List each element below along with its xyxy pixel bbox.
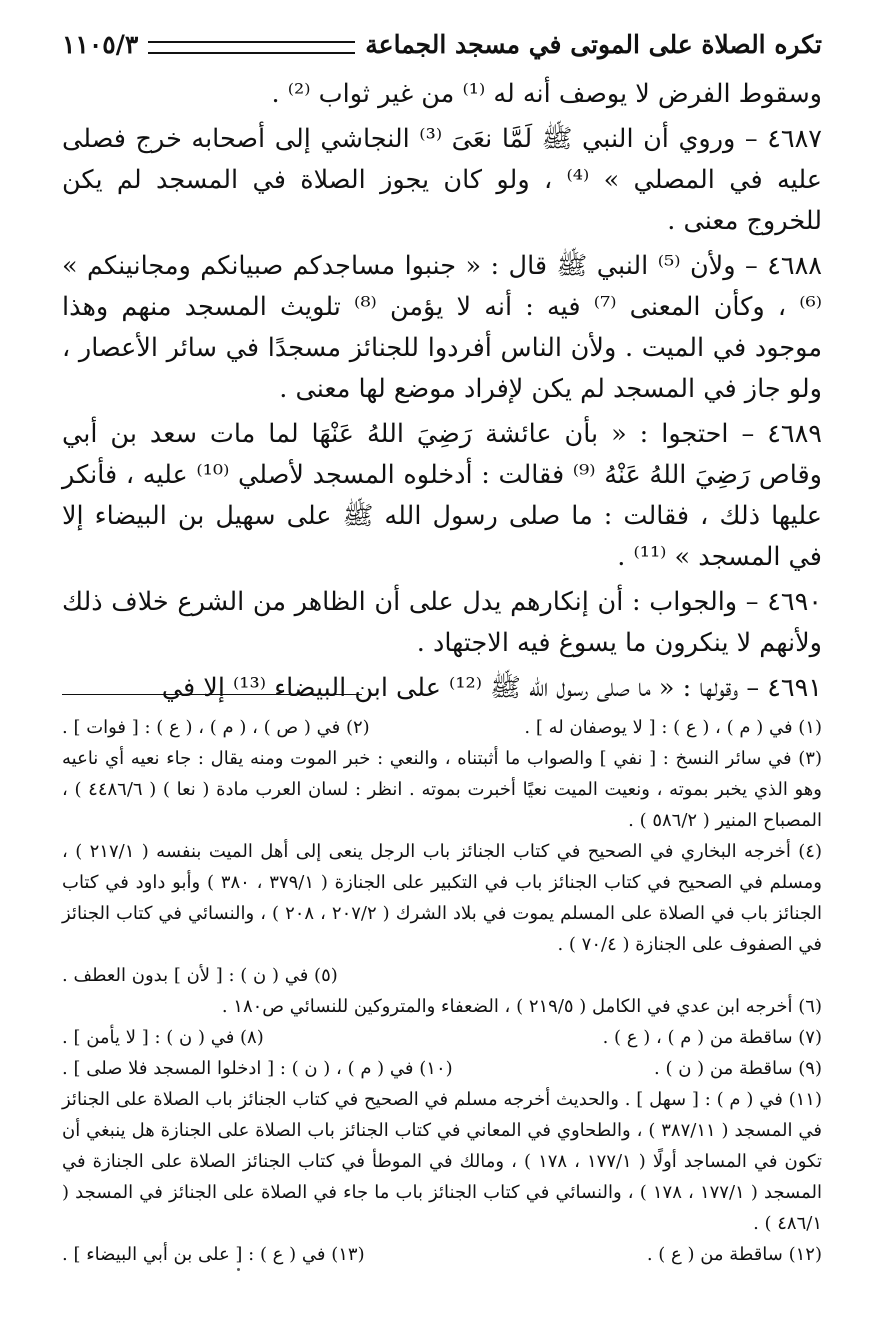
footnote-1: (١) في ( م ) ، ( ع ) : [ لا يوصفان له ] . <box>524 717 822 738</box>
footnote-2: (٢) في ( ص ) ، ( م ) ، ( ع ) : [ فوات ] . <box>62 717 370 738</box>
running-header <box>62 22 822 66</box>
footnote-row-9-10 <box>62 1053 822 1084</box>
header-double-rule <box>148 41 355 54</box>
paragraph-4688: ٤٦٨٨ – ولأن ⁽⁵⁾ النبي ﷺ قال : « جنبوا مساجدكم صبيانكم ومجانينكم » ⁽⁶⁾ ، وكأن المعنى ⁽⁷⁾ فيه : أنه لا يؤمن ⁽⁸⁾ تلويث المسجد منهم وهذا موجود في الميت . ولأن الناس أفردوا للجنائز مسجدًا في سائر الأعصار ، ولو جاز في المسجد لم يكن لإفراد موضع لها معنى . <box>62 251 822 404</box>
footnote-separator <box>62 694 362 695</box>
page-number: ١١٠٥/٣ <box>62 29 139 59</box>
paragraph-intro: وسقوط الفرض لا يوصف أنه له ⁽¹⁾ من غير ثواب ⁽²⁾ . <box>271 79 822 109</box>
footnote-13: (١٣) في ( ع ) : [ على بن أبي البيضاء ] . <box>62 1244 365 1265</box>
footnote-7: (٧) ساقطة من ( م ) ، ( ع ) . <box>602 1027 822 1048</box>
footnote-row-1-2 <box>62 712 822 743</box>
footnote-11: (١١) في ( م ) : [ سهل ] . والحديث أخرجه مسلم في الصحيح في كتاب الجنائز باب الصلاة على الجنائز في المسجد ( ٣٨٧/١١ ) ، والطحاوي في المعاني في كتاب الجنائز باب الصلاة على الجنازة هل ينبغي أن تكون في المساجد أولًا ( ١٧٧/١ ، ١٧٨ ) ، ومالك في الموطأ في كتاب الجنائز الصلاة على الجنازة في المسجد ( ١٧٧/١ ، ١٧٨ ) ، والنسائي في كتاب الجنائز باب ما جاء في الصلاة على الجنائز في المسجد ( ٤٨٦/١ ) . <box>62 1089 822 1234</box>
footnote-10: (١٠) في ( م ) ، ( ن ) : [ ادخلوا المسجد فلا صلى ] . <box>62 1058 453 1079</box>
footnote-12: (١٢) ساقطة من ( ع ) . <box>646 1244 822 1265</box>
main-text <box>62 74 822 709</box>
paragraph-4690: ٤٦٩٠ – والجواب : أن إنكارهم يدل على أن الظاهر من الشرع خلاف ذلك ولأنهم لا ينكرون ما يسوغ فيه الاجتهاد . <box>62 587 822 658</box>
header-title: تكره الصلاة على الموتى في مسجد الجماعة <box>365 29 822 59</box>
scan-speck <box>237 1268 240 1271</box>
paragraph-4691: ٤٦٩١ – وقولها : « ما صلى رسول الله ﷺ ⁽¹²⁾ على ابن البيضاء ⁽¹³⁾ إلا في <box>161 673 822 703</box>
footnote-9: (٩) ساقطة من ( ن ) . <box>654 1058 822 1079</box>
footnotes <box>62 712 822 1270</box>
footnote-4: (٤) أخرجه البخاري في الصحيح في كتاب الجنائز باب الرجل ينعى إلى أهل الميت بنفسه ( ٢١٧/١ ) ، ومسلم في الصحيح في كتاب الجنائز باب في التكبير على الجنازة ( ٣٧٩/١ ، ٣٨٠ ) وأبو داود في كتاب الجنائز باب في الصلاة على المسلم يموت في بلاد الشرك ( ٢٠٧/٢ ، ٢٠٨ ) ، والنسائي في كتاب الجنائز في الصفوف على الجنازة ( ٧٠/٤ ) . <box>62 841 823 955</box>
footnote-row-7-8 <box>62 1022 822 1053</box>
footnote-3: (٣) في سائر النسخ : [ نفي ] والصواب ما أثبتناه ، والنعي : خبر الموت ومنه يقال : جاء نعيه أي ناعيه وهو الذي يخبر بموته ، ونعيت الميت نعيًا أخبرت بموته . انظر : لسان العرب مادة ( نعا ) ( ٤٤٨٦/٦ ) ، المصباح المنير ( ٥٨٦/٢ ) . <box>62 748 822 831</box>
paragraph-4689: ٤٦٨٩ – احتجوا : « بأن عائشة رَضِيَ اللهُ عَنْهَا لما مات سعد بن أبي وقاص رَضِيَ اللهُ عَنْهُ ⁽⁹⁾ فقالت : أدخلوه المسجد لأصلي ⁽¹⁰⁾ عليه ، فأنكر عليها ذلك ، فقالت : ما صلى رسول الله ﷺ على سهيل بن البيضاء إلا في المسجد » ⁽¹¹⁾ . <box>62 419 822 572</box>
book-page <box>62 22 822 1322</box>
footnote-row-12-13 <box>62 1239 822 1270</box>
footnote-6: (٦) أخرجه ابن عدي في الكامل ( ٢١٩/٥ ) ، الضعفاء والمتروكين للنسائي ص١٨٠ . <box>221 996 822 1017</box>
footnote-5: (٥) في ( ن ) : [ لأن ] بدون العطف . <box>62 965 338 986</box>
paragraph-4687: ٤٦٨٧ – وروي أن النبي ﷺ لَمَّا نعَىَ ⁽³⁾ النجاشي إلى أصحابه خرج فصلى عليه في المصلي » ⁽⁴⁾ ، ولو كان يجوز الصلاة في المسجد لم يكن للخروج معنى . <box>62 124 823 236</box>
footnote-8: (٨) في ( ن ) : [ لا يأمن ] . <box>62 1027 264 1048</box>
